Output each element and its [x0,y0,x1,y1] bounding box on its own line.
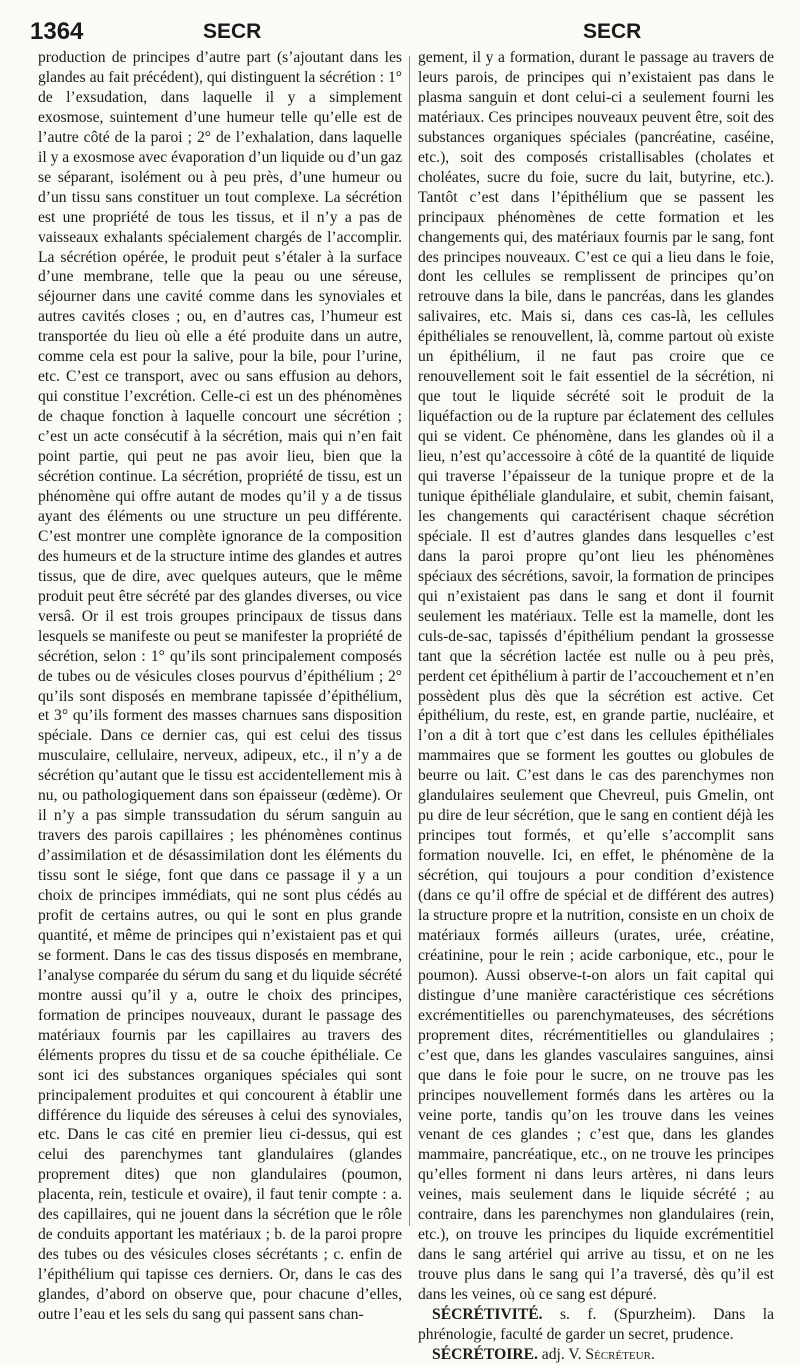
entry-definition: adj. V. [537,1345,586,1363]
left-running-head: SECR [203,20,262,43]
dictionary-entry-secretoire [418,1345,774,1365]
entry-cross-reference: Sécréteur [585,1345,651,1363]
left-column [38,48,402,1324]
left-column-text: production de principes d’autre part (s’ajoutant dans les glandes au fait précédent), qui distinguent la sécrétion : 1° de l’exsudation, dans laquelle il y a simplement exosmose, suintement d’une humeur telle qu’elle est de l’autre côté de la paroi ; 2° de l’exhalation, dans laquelle il y a exosmose avec évaporation d’un liquide ou d’un gaz se séparant, isolément ou à peu près, d’une humeur ou d’un tissu sans constituer un tout complexe. La sécrétion est une propriété de tous les tissus, et il n’y a pas de vaisseaux exhalants spécialement chargés de l’accomplir. La sécrétion opérée, le produit peut s’étaler à la surface d’une membrane, telle que la peau ou une séreuse, séjourner dans une cavité comme dans les synoviales et autres cavités closes ; ou, en d’autres cas, l’humeur est transportée du lieu où elle a été produite dans un autre, comme cela est pour la salive, pour la bile, pour l’urine, etc. C’est ce transport, avec ou sans effusion au dehors, qui constitue l’excrétion. Celle-ci est un des phénomènes de chaque fonction à laquelle concourt une sécrétion ; c’est un acte consécutif à la sécrétion, mais qui n’en fait point partie, qui peut ne pas avoir lieu, bien que la sécrétion continue. La sécrétion, propriété de tissu, est un phénomène qui offre autant de modes qu’il y a de tissus ayant des éléments ou une structure un peu différente. C’est montrer une complète ignorance de la composition des humeurs et de la structure intime des glandes et autres tissus, que de dire, avec quelques auteurs, que le même produit peut être sécrété par des glandes diverses, ou vice versâ. Or il est trois groupes principaux de tissus dans lesquels se manifeste ou peut se manifester la propriété de sécrétion, selon : 1° qu’ils sont principalement composés de tubes ou de vésicules closes pourvus d’épithélium ; 2° qu’ils sont disposés en membrane tapissée d’épithélium, et 3° qu’ils forment des masses charnues sans disposition spéciale. Dans ce dernier cas, qui est celui des tissus musculaire, cellulaire, nerveux, adipeux, etc., il n’y a de sécrétion qu’autant que le tissu est accidentellement mis à nu, ou pathologiquement dans son épaisseur (œdème). Or il n’y a pas simple transsudation du sérum sanguin au travers des parois capillaires ; les phénomènes continus d’assimilation et de désassimilation dont les éléments du tissu sont le siége, font que dans ce passage il y a un choix de principes immédiats, qui ne sont plus cédés au profit de certains autres, ou qui le sont en plus grande quantité, et même de principes qui n’existaient pas et qui se forment. Dans le cas des tissus disposés en membrane, l’analyse comparée du sérum du sang et du liquide sécrété montre aussi qu’il y a, outre le choix des principes, formation de principes nouveaux, durant le passage des matériaux fournis par les capillaires au travers des éléments propres du tissu et de sa couche épithéliale. Ce sont ici des substances organiques spéciales qui sont principalement produites et qui concourent à établir une différence du liquide des séreuses à celui des synoviales, etc. Dans le cas cité en premier lieu ci-dessus, qui est celui des parenchymes tant glandulaires (glandes proprement dites) que non glandulaires (poumon, placenta, rein, testicule et ovaire), il faut tenir compte : a. des capillaires, qui ne jouent dans la sécrétion que le rôle de conduits apportant les matériaux ; b. de la paroi propre des tubes ou des vésicules closes sécrétants ; c. enfin de l’épithélium qui tapisse ces derniers. Or, dans le cas des glandes, d’abord on observe que, pour chacune d’elles, outre l’eau et les sels du sang qui passent sans chan- [38,49,402,1324]
entry-definition: s. f. (Spurzheim). Dans la phrénologie, faculté de garder un secret, prudence. [418,1306,774,1343]
entry-headword: SÉCRÉTIVITÉ. [432,1306,543,1324]
right-running-head: SECR [583,20,642,43]
column-divider [409,56,410,1226]
right-column-text: gement, il y a formation, durant le passage au travers de leurs parois, de principes qui n’existaient pas dans le plasma sanguin et dont celui-ci a seulement fourni les matériaux. Ces principes nouveaux peuvent être, soit des substances organiques spéciales (pancréatine, caséine, etc.), soit des composés cristallisables (cholates et choléates, sucre du foie, sucre du lait, butyrine, etc.). Tantôt c’est dans l’épithélium que se passent les principaux phénomènes de cette formation et les changements qui, des matériaux fournis par le sang, font des principes nouveaux. C’est ce qui a lieu dans le foie, dont les cellules se remplissent de principes qu’on retrouve dans la bile, dans le pancréas, dans les glandes salivaires, etc. Mais si, dans ces cas-là, les cellules épithéliales se renouvellent, là, comme partout où existe un épithélium, il ne faut pas croire que ce renouvellement soit le fait essentiel de la sécrétion, ni que tout le liquide sécrété soit le produit de la liquéfaction ou de la rupture par éclatement des cellules qui se vident. Ce phénomène, dans les glandes où il a lieu, n’est qu’accessoire à côté de la quantité de liquide qui traverse l’épaisseur de la tunique propre et de la tunique épithéliale glandulaire, et subit, chemin faisant, les changements qui caractérisent chaque sécrétion spéciale. Il est d’autres glandes dans lesquelles c’est dans la paroi propre qu’ont lieu les phénomènes spéciaux des sécrétions, savoir, la formation de principes qui n’existaient pas dans le sang et dont il fournit seulement les matériaux. Telle est la mamelle, dont les culs-de-sac, tapissés d’épithélium pendant la grossesse tant que la sécrétion lactée est nulle ou à peu près, perdent cet épithélium à partir de l’accouchement et n’en possèdent plus dès que la sécrétion est active. Cet épithélium, du reste, est, en grande partie, nucléaire, et l’on a dit à tort que c’est dans les cellules épithéliales mammaires que se forment les gouttes ou globules de beurre ou lait. C’est dans le cas des parenchymes non glandulaires seulement que Chevreul, puis Gmelin, ont pu dire de leur sécrétion, que le sang en contient déjà les principes tout formés, et qu’elle s’accomplit sans formation nouvelle. Ici, en effet, le phénomène de la sécrétion, qui toujours a pour condition d’existence (dans ce qu’il offre de spécial et de différent des autres) la structure propre et la nutrition, consiste en un choix de matériaux formés ailleurs (urates, urée, créatine, créatinine, pour le rein ; acide carbonique, etc., pour le poumon). Aussi observe-t-on alors un fait capital qui distingue d’une manière caractéristique ces sécrétions excrémentitielles ou parenchymateuses, des sécrétions proprement dites, récrémentitielles ou glandulaires ; c’est que, dans les glandes vasculaires sanguines, ainsi que dans le foie pour le sucre, on ne trouve pas les principes nouvellement formés dans les artères ou la veine porte, tandis qu’on les trouve dans les veines venant de ces glandes ; c’est que, dans les glandes mammaire, pancréatique, etc., on ne trouve les principes qu’elles forment ni dans leurs artères, ni dans leurs veines, mais seulement dans le liquide sécrété ; au contraire, dans les parenchymes non glandulaires (rein, etc.), on trouve les principes du liquide excrémentitiel dans le sang artériel qui arrive au tissu, et on ne les trouve plus dans le sang qui l’a traversé, dès qu’il est dans les veines, où ce sang est dépuré. [418,49,774,1304]
page-header [30,14,774,48]
right-column [418,48,774,1363]
entry-end: . [650,1345,655,1363]
entry-headword: SÉCRÉTOIRE. [432,1345,538,1363]
dictionary-entry-secretivite [418,1305,774,1345]
page-number: 1364 [30,18,84,45]
